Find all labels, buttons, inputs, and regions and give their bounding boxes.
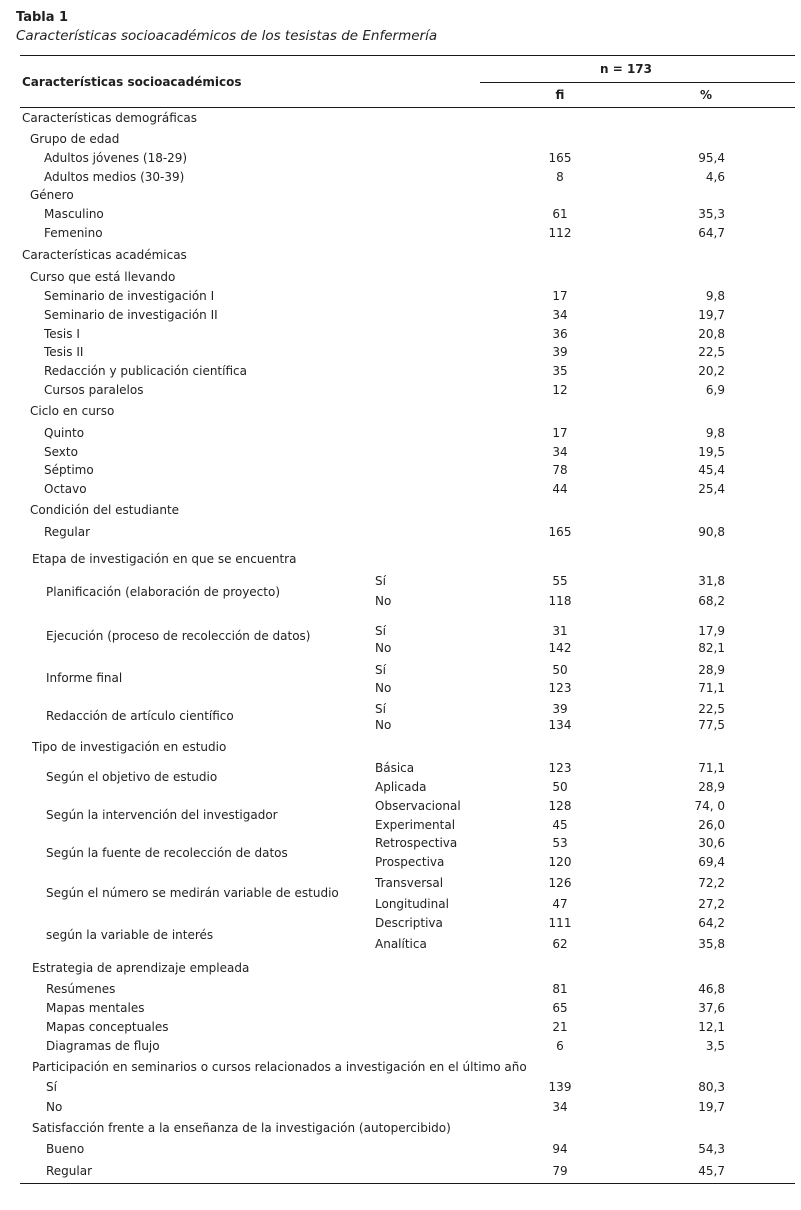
row-percent: 17,9: [698, 624, 725, 638]
row-label: Diagramas de flujo: [46, 1039, 160, 1053]
row-label: Octavo: [44, 482, 87, 496]
row-sublabel: Prospectiva: [375, 855, 445, 869]
row-label: Regular: [44, 525, 91, 539]
row-fi: 165: [548, 525, 572, 539]
top-rule: [20, 55, 795, 56]
row-percent: 22,5: [698, 345, 725, 359]
row-percent: 28,9: [698, 780, 725, 794]
row-fi: 123: [548, 681, 572, 695]
row-label: Redacción de artículo científico: [46, 709, 234, 723]
row-percent: 64,7: [698, 226, 725, 240]
row-percent: 45,7: [698, 1164, 725, 1178]
row-label: Cursos paralelos: [44, 383, 144, 397]
row-label: Grupo de edad: [30, 132, 120, 146]
row-fi: 6: [556, 1039, 564, 1053]
row-percent: 30,6: [698, 836, 725, 850]
row-label: Características demográficas: [22, 111, 197, 125]
row-fi: 126: [548, 876, 572, 890]
row-label: Informe final: [46, 671, 123, 685]
row-percent: 26,0: [698, 818, 725, 832]
row-percent: 27,2: [698, 897, 725, 911]
row-percent: 90,8: [698, 525, 725, 539]
bottom-rule: [20, 1183, 795, 1184]
row-percent: 20,2: [698, 364, 725, 378]
row-fi: 31: [552, 624, 568, 638]
row-label: Séptimo: [44, 463, 94, 477]
row-fi: 120: [548, 855, 572, 869]
row-fi: 128: [548, 799, 572, 813]
row-percent: 20,8: [698, 327, 725, 341]
row-fi: 21: [552, 1020, 568, 1034]
row-percent: 46,8: [698, 982, 725, 996]
row-fi: 55: [552, 574, 568, 588]
row-sublabel: Experimental: [375, 818, 456, 832]
row-sublabel: Analítica: [375, 937, 427, 951]
row-label: Sexto: [44, 445, 78, 459]
row-label: Género: [30, 188, 74, 202]
row-fi: 61: [552, 207, 568, 221]
row-percent: 69,4: [698, 855, 725, 869]
table-label: Tabla 1: [16, 10, 69, 25]
row-fi: 47: [552, 897, 568, 911]
row-percent: 35,3: [698, 207, 725, 221]
row-percent: 9,8: [705, 289, 725, 303]
row-fi: 123: [548, 761, 572, 775]
row-label: Tesis I: [44, 327, 80, 341]
row-label: Según la fuente de recolección de datos: [46, 846, 288, 860]
row-percent: 28,9: [698, 663, 725, 677]
row-fi: 142: [548, 641, 572, 655]
row-label: Seminario de investigación I: [44, 289, 215, 303]
row-percent: 54,3: [698, 1142, 725, 1156]
row-percent: 4,6: [705, 170, 725, 184]
row-sublabel: Sí: [375, 702, 386, 716]
row-fi: 118: [548, 594, 572, 608]
row-label: Regular: [46, 1164, 93, 1178]
row-sublabel: Observacional: [375, 799, 461, 813]
row-fi: 111: [548, 916, 572, 930]
header-characteristics: Características socioacadémicos: [22, 75, 242, 89]
row-sublabel: Retrospectiva: [375, 836, 458, 850]
row-sublabel: No: [375, 718, 392, 732]
row-label: Adultos medios (30-39): [44, 170, 185, 184]
row-percent: 37,6: [698, 1001, 725, 1015]
row-label: Satisfacción frente a la enseñanza de la investigación (autopercibido): [32, 1121, 451, 1135]
row-sublabel: Descriptiva: [375, 916, 443, 930]
row-fi: 65: [552, 1001, 568, 1015]
row-sublabel: Aplicada: [375, 780, 427, 794]
row-fi: 62: [552, 937, 568, 951]
row-label: Mapas mentales: [46, 1001, 145, 1015]
row-label: Etapa de investigación en que se encuentra: [32, 552, 297, 566]
row-percent: 12,1: [698, 1020, 725, 1034]
row-sublabel: Básica: [375, 761, 415, 775]
row-fi: 39: [552, 345, 568, 359]
row-percent: 6,9: [705, 383, 725, 397]
row-label: Bueno: [46, 1142, 85, 1156]
row-sublabel: Longitudinal: [375, 897, 449, 911]
row-percent: 22,5: [698, 702, 725, 716]
row-label: Adultos jóvenes (18-29): [44, 151, 188, 165]
row-label: Seminario de investigación II: [44, 308, 218, 322]
row-fi: 44: [552, 482, 568, 496]
row-label: Quinto: [44, 426, 85, 440]
row-label: Según el número se medirán variable de estudio: [46, 886, 339, 900]
row-percent: 95,4: [698, 151, 725, 165]
row-sublabel: Sí: [375, 574, 386, 588]
row-percent: 19,7: [698, 1100, 725, 1114]
row-sublabel: No: [375, 594, 392, 608]
row-fi: 94: [552, 1142, 568, 1156]
header-sample-size: n = 173: [600, 62, 653, 76]
row-label: Características académicas: [22, 248, 187, 262]
row-label: Según la intervención del investigador: [46, 808, 278, 822]
row-label: Resúmenes: [46, 982, 116, 996]
row-label: Ejecución (proceso de recolección de datos): [46, 629, 311, 643]
row-percent: 74, 0: [694, 799, 725, 813]
row-percent: 25,4: [698, 482, 725, 496]
row-percent: 80,3: [698, 1080, 725, 1094]
row-fi: 36: [552, 327, 568, 341]
row-fi: 12: [552, 383, 568, 397]
row-percent: 72,2: [698, 876, 725, 890]
row-sublabel: No: [375, 641, 392, 655]
sample-rule: [480, 82, 795, 83]
row-label: según la variable de interés: [46, 928, 214, 942]
row-sublabel: Sí: [375, 663, 386, 677]
row-percent: 71,1: [698, 761, 725, 775]
row-fi: 35: [552, 364, 568, 378]
row-label: Masculino: [44, 207, 104, 221]
row-label: Estrategia de aprendizaje empleada: [32, 961, 250, 975]
row-percent: 82,1: [698, 641, 725, 655]
row-percent: 71,1: [698, 681, 725, 695]
row-fi: 34: [552, 445, 568, 459]
row-fi: 165: [548, 151, 572, 165]
row-fi: 78: [552, 463, 568, 477]
row-fi: 8: [556, 170, 564, 184]
row-label: Condición del estudiante: [30, 503, 180, 517]
row-fi: 50: [552, 663, 568, 677]
row-sublabel: Sí: [375, 624, 386, 638]
row-percent: 31,8: [698, 574, 725, 588]
row-fi: 79: [552, 1164, 568, 1178]
row-percent: 19,7: [698, 308, 725, 322]
row-label: Tesis II: [44, 345, 84, 359]
row-label: Planificación (elaboración de proyecto): [46, 585, 281, 599]
row-percent: 68,2: [698, 594, 725, 608]
row-percent: 64,2: [698, 916, 725, 930]
row-percent: 3,5: [705, 1039, 725, 1053]
row-fi: 134: [548, 718, 572, 732]
row-fi: 50: [552, 780, 568, 794]
row-fi: 53: [552, 836, 568, 850]
row-sublabel: No: [375, 681, 392, 695]
row-fi: 39: [552, 702, 568, 716]
row-label: Femenino: [44, 226, 103, 240]
header-percent: %: [700, 88, 713, 102]
row-fi: 17: [552, 426, 568, 440]
row-label: Tipo de investigación en estudio: [32, 740, 227, 754]
row-fi: 81: [552, 982, 568, 996]
row-percent: 9,8: [705, 426, 725, 440]
row-fi: 112: [548, 226, 572, 240]
row-fi: 139: [548, 1080, 572, 1094]
row-percent: 19,5: [698, 445, 725, 459]
row-label: Mapas conceptuales: [46, 1020, 169, 1034]
row-fi: 34: [552, 308, 568, 322]
row-percent: 77,5: [698, 718, 725, 732]
header-fi: fi: [555, 88, 565, 102]
row-label: No: [46, 1100, 63, 1114]
row-fi: 34: [552, 1100, 568, 1114]
row-percent: 45,4: [698, 463, 725, 477]
row-percent: 35,8: [698, 937, 725, 951]
row-sublabel: Transversal: [375, 876, 444, 890]
header-rule: [20, 107, 795, 108]
row-label: Redacción y publicación científica: [44, 364, 247, 378]
row-label: Ciclo en curso: [30, 404, 115, 418]
row-label: Curso que está llevando: [30, 270, 176, 284]
row-fi: 45: [552, 818, 568, 832]
row-label: Sí: [46, 1080, 57, 1094]
row-label: Participación en seminarios o cursos relacionados a investigación en el último año: [32, 1060, 527, 1074]
table-title: Características socioacadémicos de los tesistas de Enfermería: [16, 28, 438, 44]
row-fi: 17: [552, 289, 568, 303]
row-label: Según el objetivo de estudio: [46, 770, 218, 784]
